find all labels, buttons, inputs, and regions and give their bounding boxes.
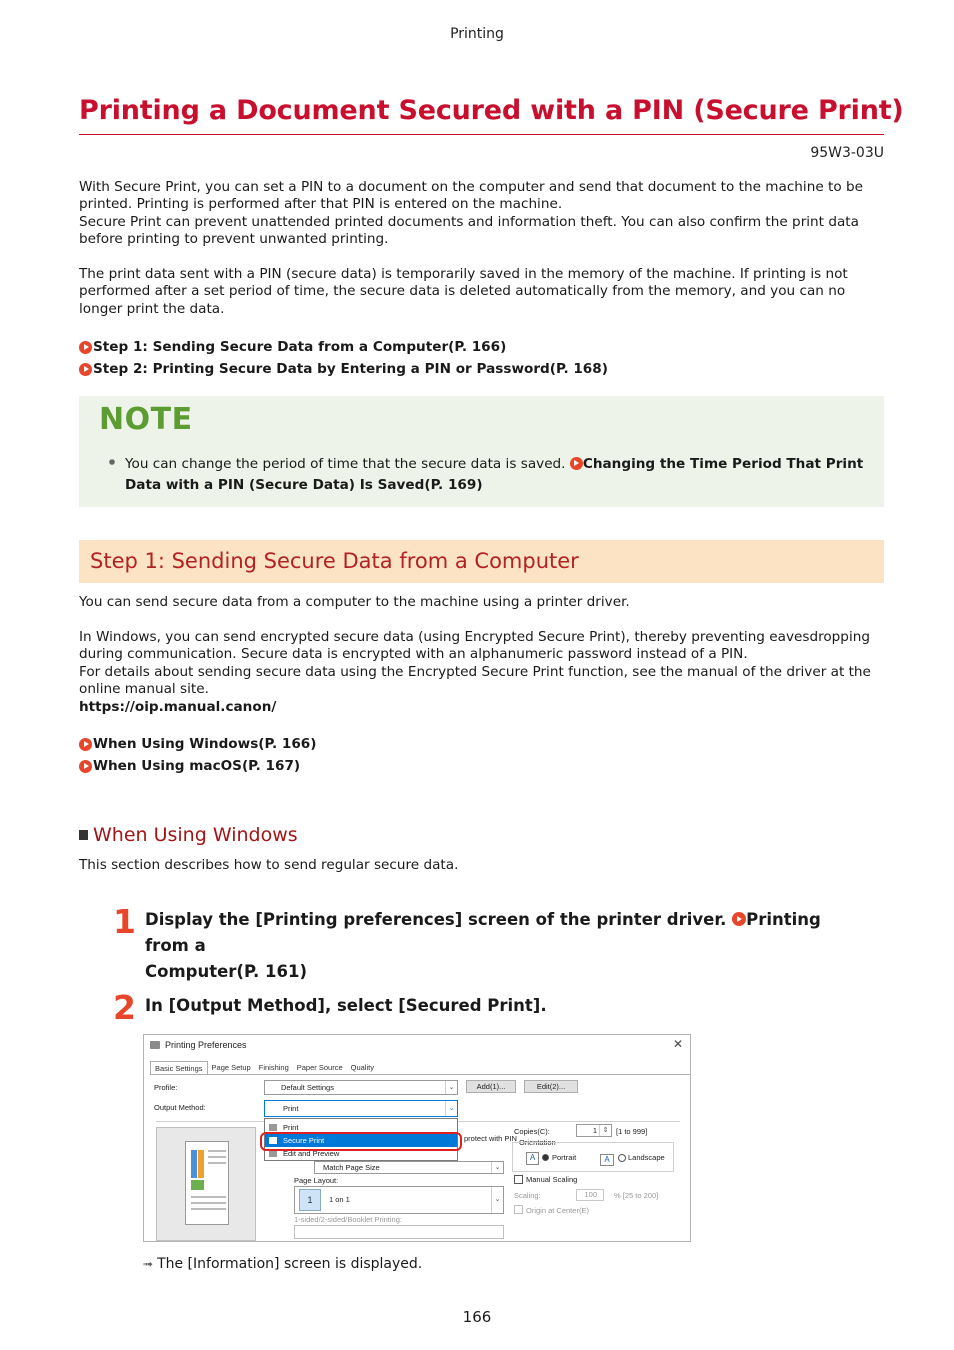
origin-center-checkbox[interactable] [514,1205,523,1214]
note-link-continued[interactable]: Data with a PIN (Secure Data) Is Saved(P. 169) [125,477,483,493]
step-link-continued[interactable]: Computer(P. 161) [145,962,308,981]
section-paragraph-1 [79,594,889,611]
link-windows[interactable] [79,736,316,752]
print-preview [156,1127,256,1241]
option-label: Print [283,1123,299,1132]
section-heading: Step 1: Sending Secure Data from a Computer [90,549,579,573]
landscape-radio[interactable] [618,1154,626,1162]
step-link[interactable]: Printing from a [145,910,821,955]
chevron-down-icon: ⌄ [445,1101,457,1116]
copies-input[interactable] [576,1124,612,1137]
printer-icon [150,1041,160,1049]
subsection-desc [79,857,889,874]
copies-label: Copies(C): [514,1127,550,1136]
subsection-title: When Using Windows [93,824,298,846]
step-result [143,1256,422,1272]
link-step1[interactable] [79,339,506,355]
text-line: longer print the data. [79,300,225,317]
page-layout-label: Page Layout: [294,1176,339,1185]
intro-paragraph-2 [79,266,889,318]
link-step2[interactable] [79,361,608,377]
link-label: When Using macOS(P. 167) [93,758,301,774]
text-line: In Windows, you can send encrypted secure data (using Encrypted Secure Print), thereby preventing eavesdropping [79,629,870,645]
note-body: You can change the period of time that the secure data is saved. [125,456,570,472]
section-banner [79,540,884,583]
arrow-link-icon [732,912,746,926]
text-line: You can send secure data from a computer to the machine using a printer driver. [79,594,630,610]
section-paragraph-2 [79,629,889,716]
orientation-label: Orientation [519,1138,556,1147]
landscape-icon: A [600,1154,614,1166]
arrow-link-icon [79,363,92,376]
profile-label: Profile: [154,1083,178,1092]
page-size-select[interactable] [314,1161,504,1174]
text-line: during communication. Secure data is encrypted with an alphanumeric password instead of a PIN. [79,646,748,663]
text-line: This section describes how to send regular secure data. [79,857,459,873]
text-line: The print data sent with a PIN (secure data) is temporarily saved in the memory of the machine. If printing is not [79,266,848,282]
page-layout-value: 1 on 1 [329,1195,350,1204]
arrow-link-icon [570,457,583,470]
sided-label: 1-sided/2-sided/Booklet Printing: [294,1215,402,1224]
text-line: For details about sending secure data using the Encrypted Secure Print function, see the manual of the driver at the [79,663,871,680]
edit-profile-button[interactable]: Edit(2)... [524,1080,578,1093]
text-line: online manual site. [79,681,209,698]
scaling-input[interactable] [576,1189,604,1201]
link-label: Step 2: Printing Secure Data by Entering a PIN or Password(P. 168) [93,361,608,377]
option-label: Secure Print [283,1136,325,1145]
protect-pin-text: protect with PIN [464,1134,517,1143]
scaling-range: % [25 to 200] [614,1191,659,1200]
text-line: With Secure Print, you can set a PIN to a document on the computer and send that document to the machine to be [79,179,863,195]
manual-url[interactable]: https://oip.manual.canon/ [79,698,277,715]
step-instruction: In [Output Method], select [Secured Print]. [145,996,547,1015]
portrait-icon: A [526,1152,539,1165]
tab-finishing[interactable]: Finishing [258,1063,289,1072]
step-number: 1 [113,902,136,941]
tab-bar [150,1061,378,1075]
title-rule [79,134,884,135]
add-profile-button[interactable]: Add(1)... [466,1080,516,1093]
note-title: NOTE [99,402,193,437]
copies-range: [1 to 999] [616,1127,648,1136]
arrow-link-icon [79,738,92,751]
running-header: Printing [450,26,504,42]
tab-basic-settings[interactable]: Basic Settings [150,1061,208,1075]
chevron-down-icon: ⌄ [491,1187,503,1213]
tab-divider [150,1074,690,1075]
page-layout-select[interactable] [294,1186,504,1214]
sided-select[interactable] [294,1225,504,1239]
text-line: before printing to prevent unwanted printing. [79,231,389,248]
manual-scaling-label: Manual Scaling [526,1175,578,1184]
note-box [79,396,884,507]
result-arrow-icon: ➟ [143,1257,154,1271]
link-macos[interactable] [79,758,300,774]
page-number: 166 [462,1308,492,1326]
tab-page-setup[interactable]: Page Setup [211,1063,251,1072]
text-line: printed. Printing is performed after that PIN is entered on the machine. [79,196,563,213]
layout-icon: 1 [299,1189,321,1211]
chevron-down-icon: ⌄ [491,1162,503,1173]
step-instruction [145,907,865,985]
landscape-label: Landscape [628,1153,665,1162]
document-id: 95W3-03U [810,145,884,161]
scaling-label: Scaling: [514,1191,541,1200]
option-label: Edit and Preview [283,1149,340,1158]
page-size-value: Match Page Size [323,1163,380,1172]
scaling-value: 100 [584,1190,597,1199]
subsection-heading [79,824,298,846]
highlight-box [260,1132,462,1151]
profile-select[interactable] [264,1080,458,1095]
arrow-link-icon [79,341,92,354]
arrow-link-icon [79,760,92,773]
page-title: Printing a Document Secured with a PIN (Secure Print) [79,95,904,126]
tab-paper-source[interactable]: Paper Source [296,1063,343,1072]
text-line: Secure Print can prevent unattended printed documents and information theft. You can also confirm the print data [79,213,859,230]
printing-preferences-screenshot [143,1034,691,1242]
manual-scaling-checkbox[interactable] [514,1175,523,1184]
close-icon[interactable]: ✕ [672,1037,683,1051]
output-method-label: Output Method: [154,1103,206,1112]
note-text [125,454,865,496]
dialog-title: Printing Preferences [165,1040,247,1050]
output-method-value: Print [283,1104,299,1113]
bullet-icon [109,459,115,465]
text-line: performed after a set period of time, the secure data is deleted automatically from the memory, and you can no [79,283,846,300]
chevron-down-icon: ⌄ [445,1081,457,1094]
output-method-select[interactable] [264,1100,458,1117]
note-link[interactable]: Changing the Time Period That Print [582,456,864,472]
copies-value: 1 [592,1126,597,1135]
preview-page [185,1141,229,1225]
profile-value: Default Settings [281,1083,334,1092]
origin-center-label: Origin at Center(E) [526,1206,589,1215]
step-number: 2 [113,988,136,1027]
portrait-radio[interactable] [542,1154,549,1161]
link-label: When Using Windows(P. 166) [93,736,317,752]
square-bullet-icon [79,830,88,840]
result-text: The [Information] screen is displayed. [157,1256,423,1272]
portrait-label: Portrait [552,1153,577,1162]
tab-quality[interactable]: Quality [350,1063,374,1072]
spinner-icon[interactable]: ⇕ [599,1125,611,1136]
step-text: Display the [Printing preferences] screen of the printer driver. [145,910,733,929]
link-label: Step 1: Sending Secure Data from a Computer(P. 166) [93,339,507,355]
intro-paragraph-1 [79,179,889,249]
